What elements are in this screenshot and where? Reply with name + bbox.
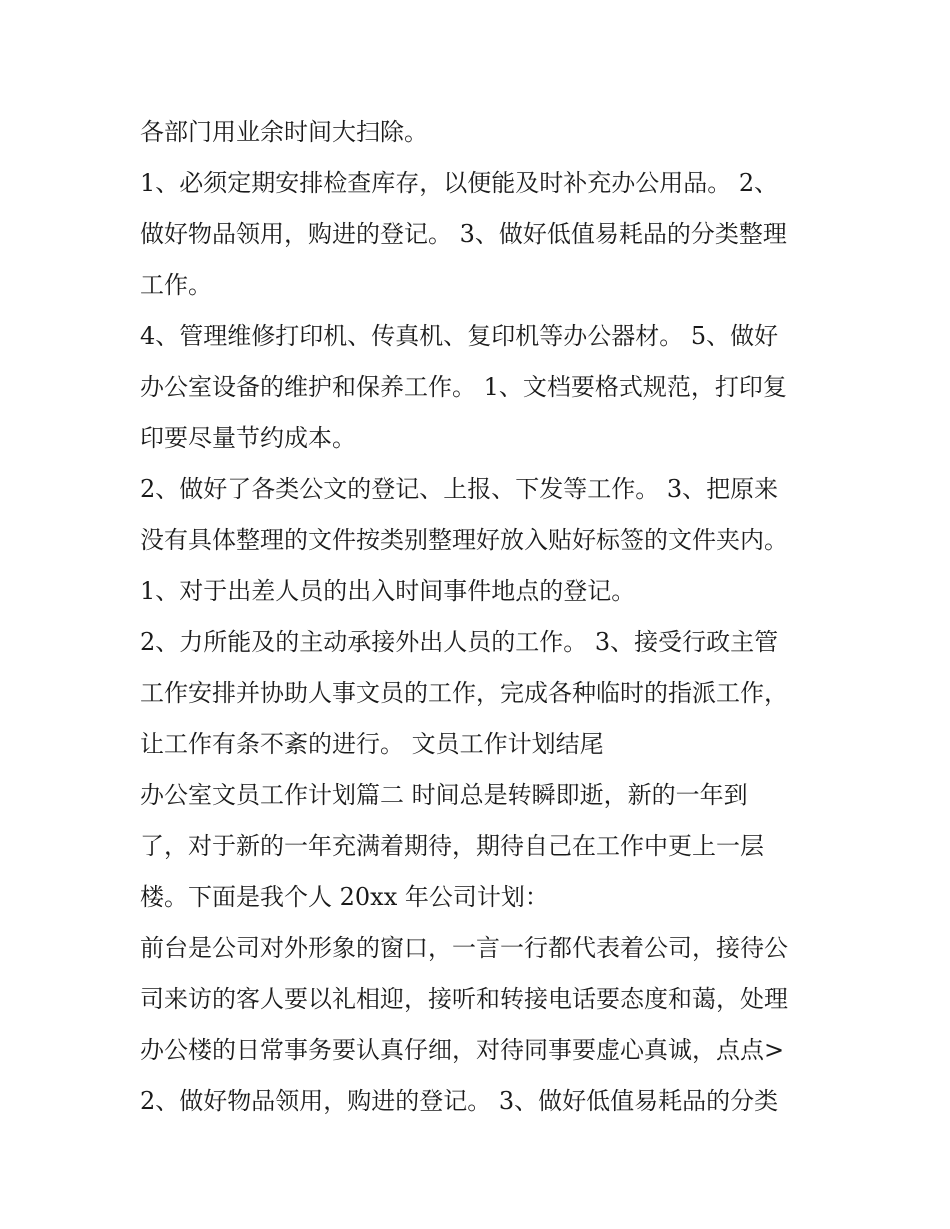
text-line: 4、管理维修打印机、传真机、复印机等办公器材。 5、做好 [140,322,779,350]
text-line: 1、必须定期安排检查库存，以便能及时补充办公用品。 2、 [140,169,779,197]
text-line: 司来访的客人要以礼相迎，接听和转接电话要态度和蔼，处理 [140,985,788,1013]
text-line: 印要尽量节约成本。 [140,424,356,452]
text-line: 2、做好物品领用，购进的登记。 3、做好低值易耗品的分类 [140,1087,779,1115]
text-line: 办公楼的日常事务要认真仔细，对待同事要虚心真诚，点点> [140,1036,785,1064]
document-body [140,107,820,1127]
text-line: 办公室文员工作计划篇二 时间总是转瞬即逝，新的一年到 [140,781,748,809]
text-line: 前台是公司对外形象的窗口，一言一行都代表着公司，接待公 [140,934,788,962]
text-line: 做好物品领用，购进的登记。 3、做好低值易耗品的分类整理 [140,220,787,248]
text-line: 工作。 [140,271,212,299]
text-line: 工作安排并协助人事文员的工作，完成各种临时的指派工作， [140,679,788,707]
text-line: 让工作有条不紊的进行。 文员工作计划结尾 [140,730,604,758]
text-line: 没有具体整理的文件按类别整理好放入贴好标签的文件夹内。 [140,526,788,554]
text-line: 1、对于出差人员的出入时间事件地点的登记。 [140,577,636,605]
text-line: 办公室设备的维护和保养工作。 1、文档要格式规范，打印复 [140,373,787,401]
text-line: 2、做好了各类公文的登记、上报、下发等工作。 3、把原来 [140,475,779,503]
text-line: 了，对于新的一年充满着期待，期待自己在工作中更上一层 [140,832,764,860]
text-line: 各部门用业余时间大扫除。 [140,118,428,146]
text-line: 楼。下面是我个人 20xx 年公司计划： [140,883,549,911]
text-line: 2、力所能及的主动承接外出人员的工作。 3、接受行政主管 [140,628,779,656]
